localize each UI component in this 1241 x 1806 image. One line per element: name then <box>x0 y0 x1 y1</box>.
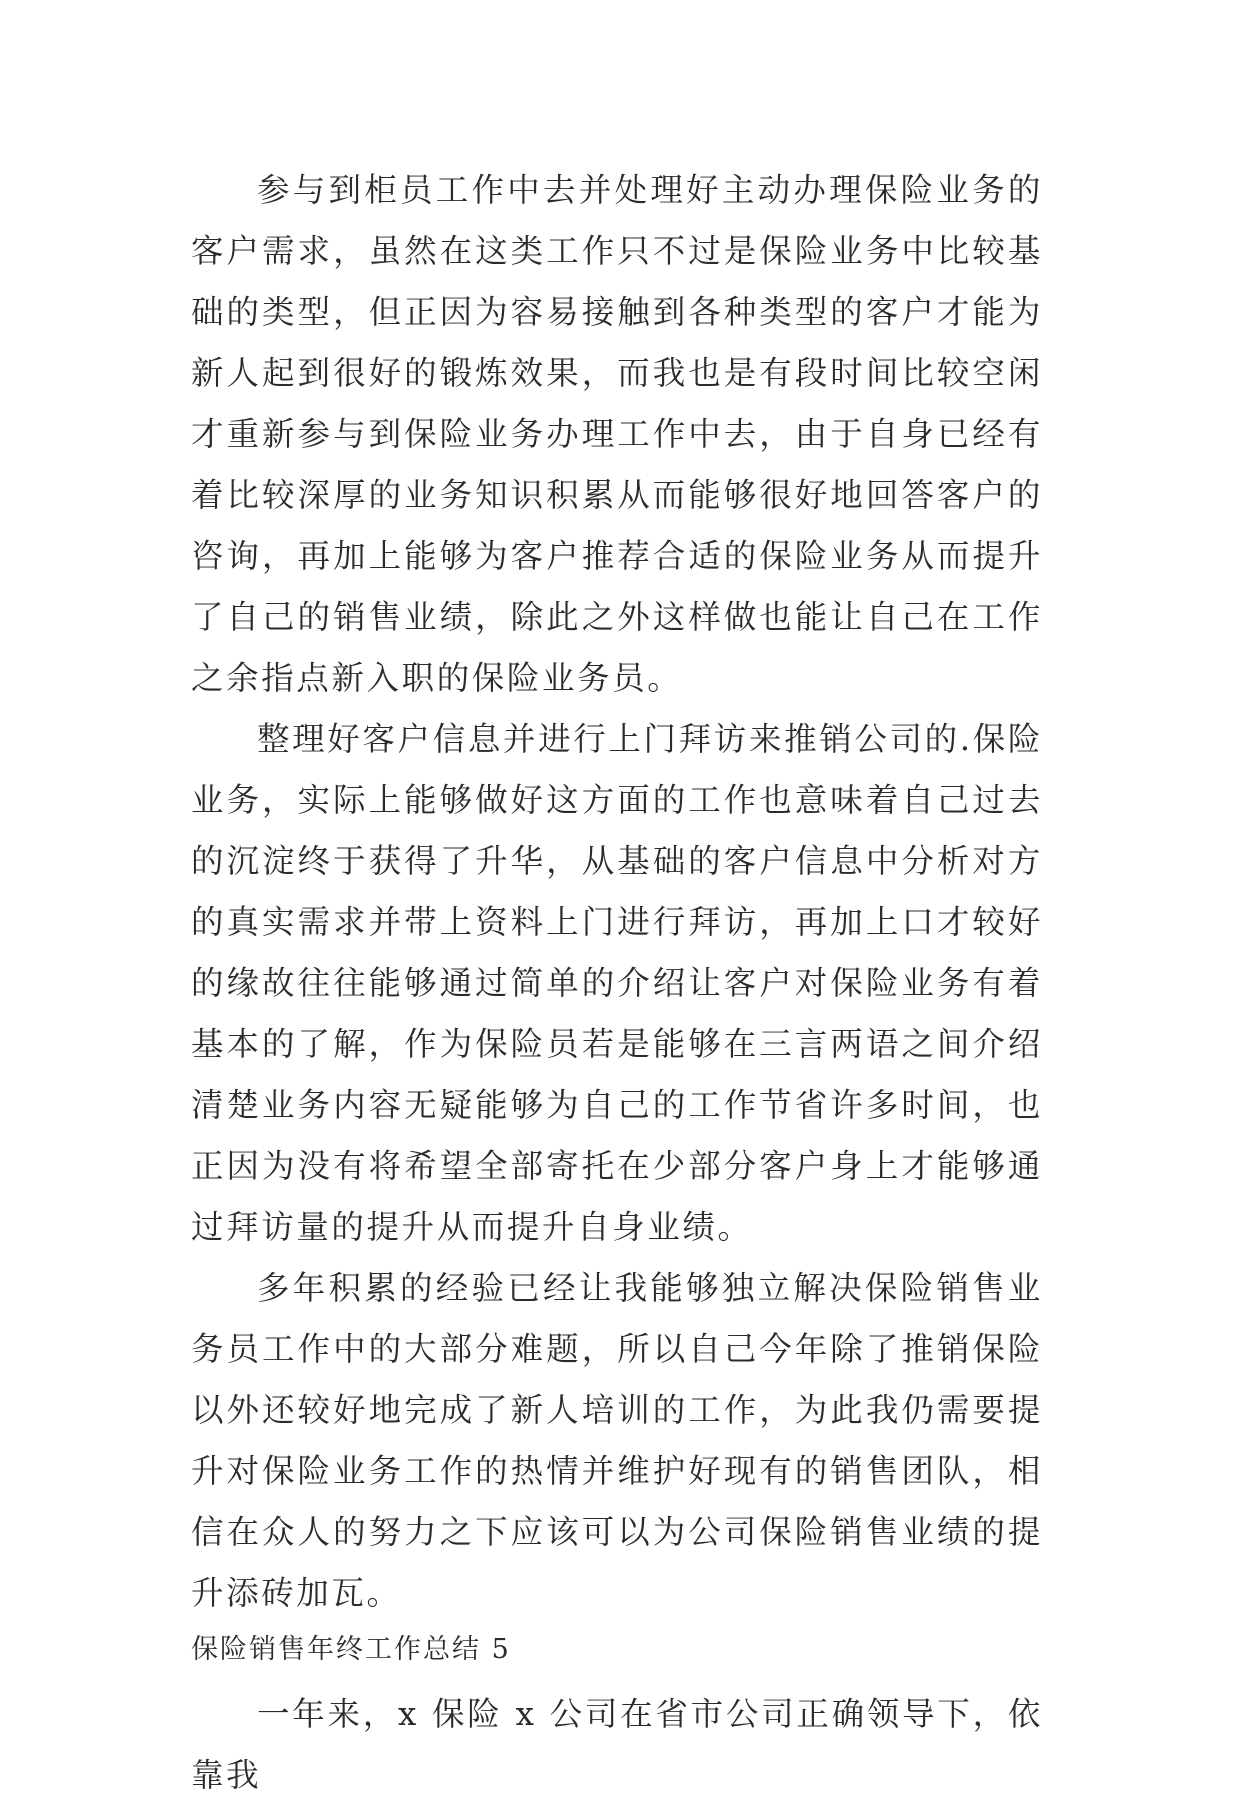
paragraph-3: 多年积累的经验已经让我能够独立解决保险销售业务员工作中的大部分难题，所以自己今年除了推销保险以外还较好地完成了新人培训的工作，为此我仍需要提升对保险业务工作的热情并维护好现有的销售团队，相信在众人的努力之下应该可以为公司保险销售业绩的提升添砖加瓦。 <box>191 1269 1043 1612</box>
paragraph-2: 整理好客户信息并进行上门拜访来推销公司的.保险业务，实际上能够做好这方面的工作也意味着自己过去的沉淀终于获得了升华，从基础的客户信息中分析对方的真实需求并带上资料上门进行拜访，再加上口才较好的缘故往往能够通过简单的介绍让客户对保险业务有着基本的了解，作为保险员若是能够在三言两语之间介绍清楚业务内容无疑能够为自己的工作节省许多时间，也正因为没有将希望全部寄托在少部分客户身上才能够通过拜访量的提升从而提升自身业绩。 <box>191 720 1043 1246</box>
document-body <box>191 160 1043 1806</box>
paragraph-4: 一年来，x 保险 x 公司在省市公司正确领导下，依靠我 <box>191 1695 1043 1794</box>
paragraph-1: 参与到柜员工作中去并处理好主动办理保险业务的客户需求，虽然在这类工作只不过是保险业务中比较基础的类型，但正因为容易接触到各种类型的客户才能为新人起到很好的锻炼效果，而我也是有段时间比较空闲才重新参与到保险业务办理工作中去，由于自身已经有着比较深厚的业务知识积累从而能够很好地回答客户的咨询，再加上能够为客户推荐合适的保险业务从而提升了自己的销售业绩，除此之外这样做也能让自己在工作之余指点新入职的保险业务员。 <box>191 171 1043 697</box>
section-heading: 保险销售年终工作总结 5 <box>191 1634 511 1665</box>
